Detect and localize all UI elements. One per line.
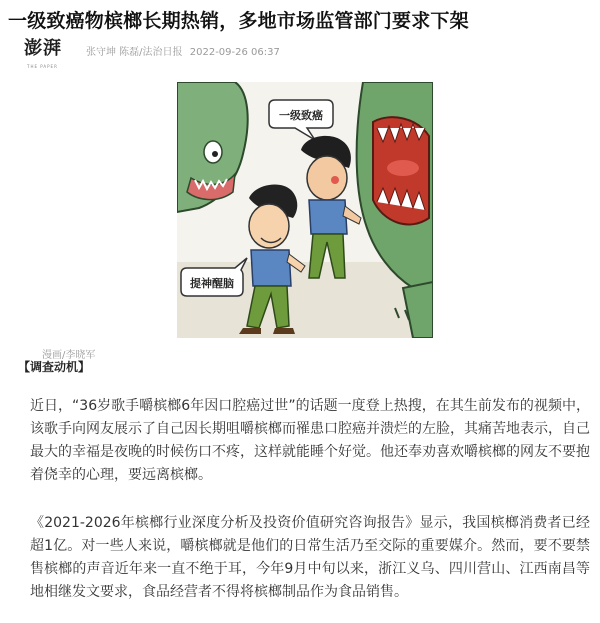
bubble-top-text: 一级致癌 <box>279 109 323 122</box>
article-title: 一级致癌物槟榔长期热销，多地市场监管部门要求下架 <box>8 10 469 32</box>
source-logo-text: 澎湃 <box>24 38 62 59</box>
illustration-credit: 漫画/李晓军 <box>42 350 96 361</box>
paragraph-1: 近日，“36岁歌手嚼槟榔6年因口腔癌过世”的话题一度登上热搜，在其生前发布的视频中，该歌手向网友展示了自己因长期咀嚼槟榔而罹患口腔癌并溃烂的左脸，其痛苦地表示，自己最大的幸福是夜晚的时候伤口不疼，这样就能睡个好觉。他还奉劝喜欢嚼槟榔的网友不要抱着侥幸的心理，要远离槟榔。 <box>30 398 590 483</box>
section-label: 【调查动机】 <box>18 360 91 374</box>
article-date: 2022-09-26 06:37 <box>189 46 280 58</box>
article-meta <box>24 38 284 69</box>
article-authors: 张守坤 陈磊/法治日报 <box>86 46 183 58</box>
source-logo-subtext: THE PAPER <box>27 64 58 69</box>
source-logo[interactable] <box>24 38 76 69</box>
bubble-bottom-text: 提神醒脑 <box>190 277 234 290</box>
cartoon-illustration <box>177 82 433 338</box>
paragraph-2: 《2021-2026年槟榔行业深度分析及投资价值研究咨询报告》显示，我国槟榔消费者已经超1亿。对一些人来说，嚼槟榔就是他们的日常生活乃至交际的重要媒介。然而，要不要禁售槟榔的声音近年来一直不绝于耳，今年9月中旬以来，浙江义乌、四川营山、江西南昌等地相继发文要求，食品经营者不得将槟榔制品作为食品销售。 <box>30 515 590 600</box>
byline <box>86 43 284 58</box>
